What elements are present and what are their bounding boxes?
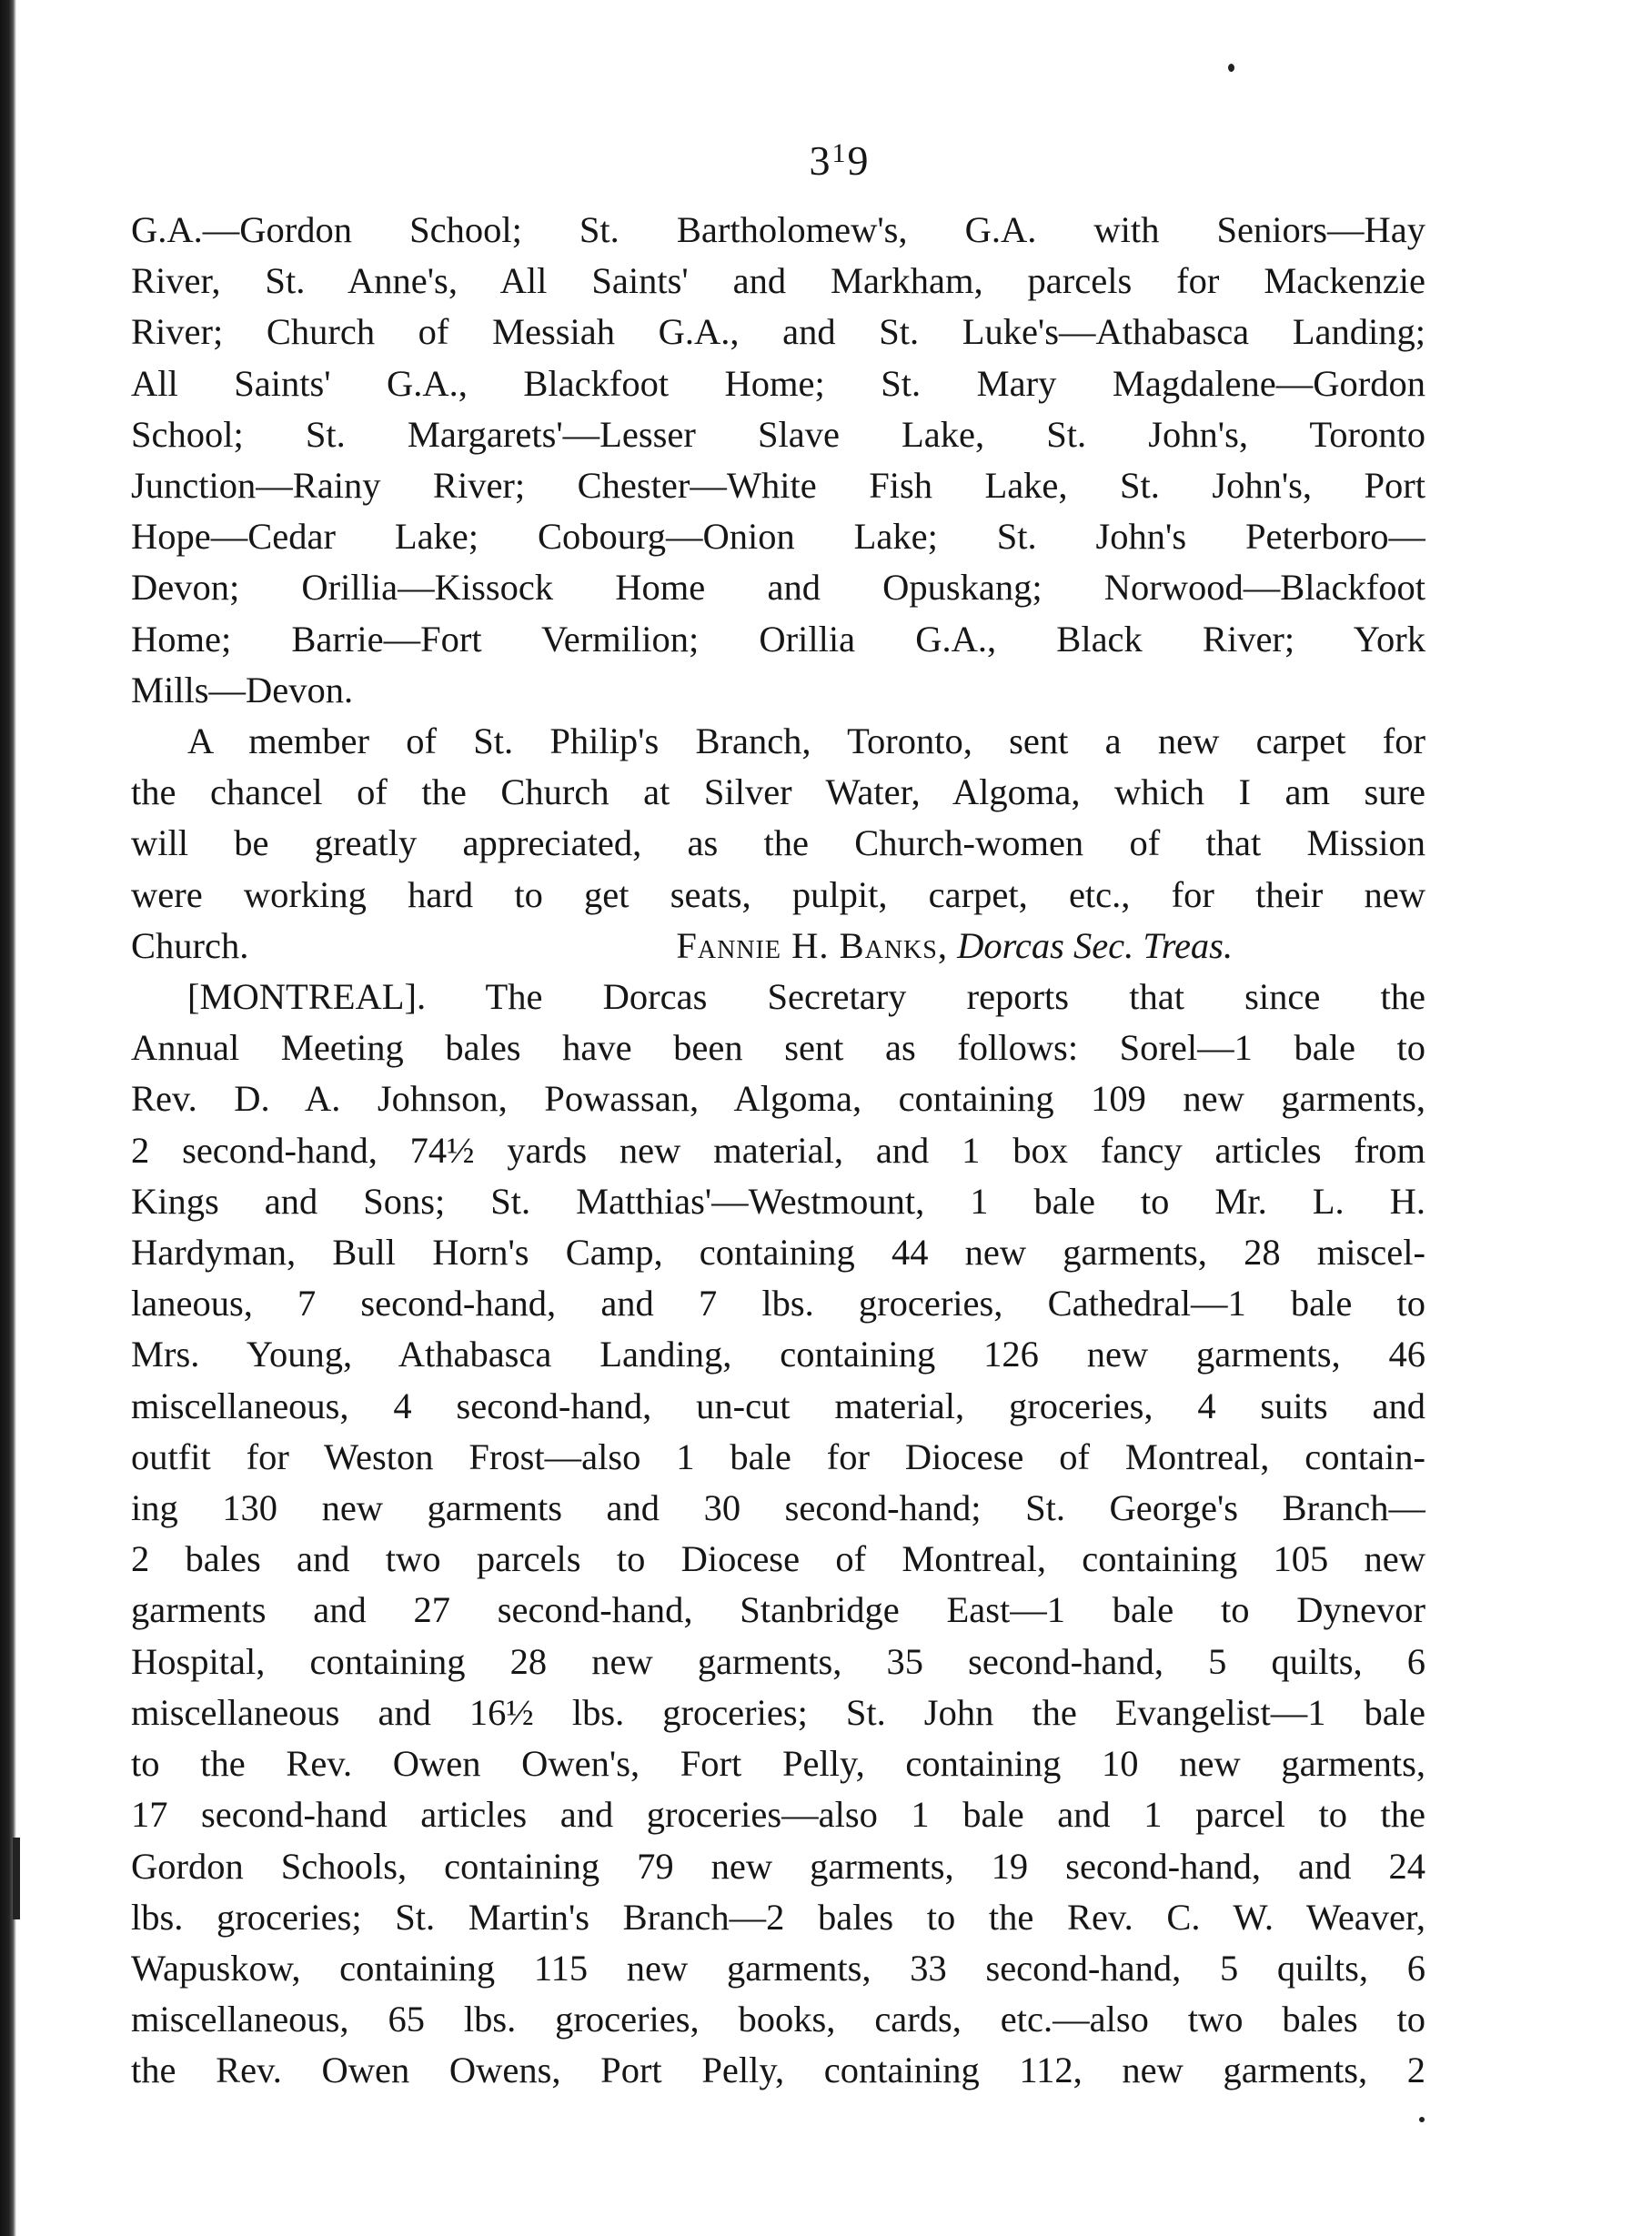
text-line: School; St. Margarets'—Lesser Slave Lake, St. John's, Toronto: [131, 413, 1425, 455]
page-number-sup: 1: [831, 138, 848, 168]
text-line: Hardyman, Bull Horn's Camp, containing 44 new garments, 28 miscel-: [131, 1232, 1425, 1274]
text-line: to the Rev. Owen Owen's, Fort Pelly, containing 10 new garments,: [131, 1743, 1425, 1785]
text-line: Rev. D. A. Johnson, Powassan, Algoma, containing 109 new garments,: [131, 1078, 1425, 1120]
text-line: River, St. Anne's, All Saints' and Markham, parcels for Mackenzie: [131, 260, 1425, 302]
scan-edge-notch: [13, 1838, 20, 1919]
text-line: lbs. groceries; St. Martin's Branch—2 bales to the Rev. C. W. Weaver,: [131, 1896, 1425, 1938]
text-line: 17 second-hand articles and groceries—also 1 bale and 1 parcel to the: [131, 1794, 1425, 1836]
text-line: were working hard to get seats, pulpit, carpet, etc., for their new: [131, 873, 1425, 915]
signature-title: Dorcas Sec. Treas.: [957, 924, 1234, 966]
text-line: Kings and Sons; St. Matthias'—Westmount, 1 bale to Mr. L. H.: [131, 1180, 1425, 1222]
text-line: the chancel of the Church at Silver Water, Algoma, which I am sure: [131, 771, 1425, 813]
text-line: Gordon Schools, containing 79 new garments, 19 second-hand, and 24: [131, 1845, 1425, 1887]
text-line: laneous, 7 second-hand, and 7 lbs. groceries, Cathedral—1 bale to: [131, 1283, 1425, 1324]
body-text: [131, 205, 1425, 2097]
signature-prefix: Church.: [131, 924, 249, 966]
text-line: Devon; Orillia—Kissock Home and Opuskang; Norwood—Blackfoot: [131, 567, 1425, 609]
text-line: Wapuskow, containing 115 new garments, 33 second-hand, 5 quilts, 6: [131, 1947, 1425, 1989]
text-line: 2 bales and two parcels to Diocese of Montreal, containing 105 new: [131, 1538, 1425, 1580]
text-line: Hope—Cedar Lake; Cobourg—Onion Lake; St. John's Peterboro—: [131, 516, 1425, 558]
text-line: will be greatly appreciated, as the Church-women of that Mission: [131, 822, 1425, 864]
page-number-tail: 9: [847, 137, 871, 184]
signature-name: Fannie H. Banks,: [676, 924, 948, 966]
text-line: outfit for Weston Frost—also 1 bale for Diocese of Montreal, contain-: [131, 1435, 1425, 1477]
page-number: [0, 136, 1652, 185]
speck-mark-top: [1228, 64, 1234, 72]
text-line: Mrs. Young, Athabasca Landing, containing 126 new garments, 46: [131, 1334, 1425, 1375]
text-line: Mills—Devon.: [131, 669, 354, 710]
text-line: Junction—Rainy River; Chester—White Fish Lake, St. John's, Port: [131, 465, 1425, 507]
text-line: River; Church of Messiah G.A., and St. Luke's—Athabasca Landing;: [131, 311, 1425, 353]
signature-line: [131, 921, 1425, 972]
text-line: miscellaneous, 65 lbs. groceries, books, cards, etc.—also two bales to: [131, 1999, 1425, 2040]
text-line: [MONTREAL]. The Dorcas Secretary reports that since the: [187, 976, 1425, 1018]
text-line: garments and 27 second-hand, Stanbridge East—1 bale to Dynevor: [131, 1589, 1425, 1631]
text-line: miscellaneous and 16½ lbs. groceries; St. John the Evangelist—1 bale: [131, 1691, 1425, 1733]
text-line: A member of St. Philip's Branch, Toronto, sent a new carpet for: [187, 720, 1425, 762]
text-line: All Saints' G.A., Blackfoot Home; St. Mary Magdalene—Gordon: [131, 362, 1425, 404]
text-line: the Rev. Owen Owens, Port Pelly, containing 112, new garments, 2: [131, 2050, 1425, 2091]
text-line: Hospital, containing 28 new garments, 35 second-hand, 5 quilts, 6: [131, 1640, 1425, 1682]
speck-mark-bottom: [1419, 2117, 1425, 2122]
text-line: miscellaneous, 4 second-hand, un-cut material, groceries, 4 suits and: [131, 1385, 1425, 1426]
text-line: 2 second-hand, 74½ yards new material, and 1 box fancy articles from: [131, 1129, 1425, 1171]
page-number-lead: 3: [809, 137, 832, 184]
text-line: ing 130 new garments and 30 second-hand; St. George's Branch—: [131, 1487, 1425, 1529]
text-line: Annual Meeting bales have been sent as follows: Sorel—1 bale to: [131, 1027, 1425, 1069]
text-line: G.A.—Gordon School; St. Bartholomew's, G.A. with Seniors—Hay: [131, 209, 1425, 250]
text-line: Home; Barrie—Fort Vermilion; Orillia G.A., Black River; York: [131, 618, 1425, 660]
